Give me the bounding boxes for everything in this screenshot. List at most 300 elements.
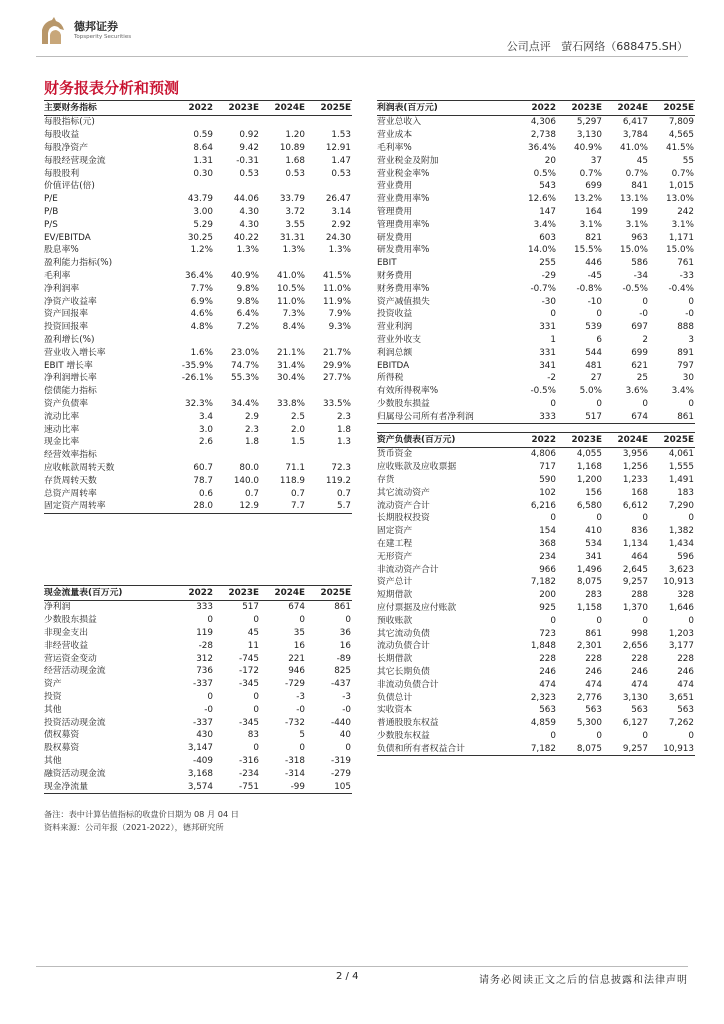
cell-value: 119 [196, 627, 213, 638]
table-row [44, 180, 352, 193]
cell-value: 4,859 [530, 718, 556, 729]
table-row [44, 334, 352, 347]
cell-value: 2.5 [291, 411, 305, 422]
row-label: 资产总计 [377, 577, 413, 588]
cell-value: 1.6% [190, 347, 213, 358]
table-row [377, 614, 695, 627]
cell-value: 15.0% [666, 245, 694, 256]
cell-value: 836 [631, 526, 648, 537]
row-label: 长期借款 [377, 654, 413, 665]
cell-value: 33.5% [323, 398, 351, 409]
cell-value: 0.6 [199, 488, 213, 499]
cell-value: -729 [285, 679, 305, 690]
cell-value: 0.7% [625, 168, 648, 179]
table-row [377, 282, 695, 295]
cell-value: 1.3% [328, 245, 351, 256]
row-label: 财务费用率% [377, 283, 430, 294]
cell-value: 1.68 [285, 155, 305, 166]
cell-value: 1.3% [282, 245, 305, 256]
cell-value: 55 [682, 155, 694, 166]
cell-value: 3.55 [285, 219, 305, 230]
table-row [377, 717, 695, 730]
row-label: 投资收益 [377, 309, 413, 320]
cell-value: 5.29 [193, 219, 213, 230]
cell-value: 544 [585, 347, 602, 358]
cell-value: 761 [677, 258, 694, 269]
cell-value: 30.25 [187, 232, 213, 243]
cell-value: 1,158 [576, 602, 602, 613]
row-label: 经营活动现金流 [44, 666, 106, 677]
table-row [377, 742, 695, 755]
table-row [377, 589, 695, 602]
cell-value: 825 [334, 666, 351, 677]
cell-value: 1,200 [576, 474, 602, 485]
table-row [377, 653, 695, 666]
row-label: 短期借款 [377, 590, 413, 601]
year-header: 2024E [603, 101, 649, 116]
row-label: 速动比率 [44, 424, 80, 435]
cell-value: 29.9% [323, 360, 351, 371]
cell-value: 40.9% [231, 270, 259, 281]
cell-value: 8.4% [282, 322, 305, 333]
row-label: 债权募资 [44, 730, 80, 741]
cell-value: 563 [677, 705, 694, 716]
cell-value [260, 385, 306, 398]
cell-value: 6,127 [622, 718, 648, 729]
cell-value: 1,203 [668, 628, 694, 639]
row-label: 非流动负债合计 [377, 679, 439, 690]
table-row [377, 244, 695, 257]
row-label: 非现金支出 [44, 627, 88, 638]
row-label: 盈利增长(%) [44, 334, 95, 345]
report-type: 公司点评 [506, 40, 551, 53]
cell-value [168, 116, 214, 129]
balance-sheet-table [377, 432, 695, 756]
cell-value: 723 [539, 628, 556, 639]
row-label: 营业外收支 [377, 334, 421, 345]
company-name: 萤石网络（688475.SH） [561, 40, 688, 53]
income-statement-table [377, 100, 695, 424]
table-row [44, 142, 352, 155]
cell-value: -0.5% [622, 283, 648, 294]
cell-value: 464 [631, 551, 648, 562]
table-row [44, 308, 352, 321]
cell-value: 0 [550, 730, 556, 741]
cell-value: -751 [214, 780, 260, 793]
cell-value: 21.1% [277, 347, 305, 358]
cell-value [168, 449, 214, 462]
cell-value: 5.7 [306, 500, 352, 513]
table-row [377, 154, 695, 167]
cell-value: 2,301 [576, 641, 602, 652]
cell-value: 4,061 [668, 449, 694, 460]
cell-value: 10,913 [649, 742, 695, 755]
cell-value: 0 [299, 743, 305, 754]
cell-value: -28 [198, 640, 213, 651]
table-row [44, 474, 352, 487]
cell-value: 1,434 [668, 538, 694, 549]
table-row [44, 652, 352, 665]
row-label: 股息率% [44, 245, 79, 256]
cell-value: 0.53 [285, 168, 305, 179]
cell-value: -0.7% [530, 283, 556, 294]
cell-value: -0.31 [236, 155, 259, 166]
cell-value [260, 257, 306, 270]
cell-value: 0.7 [245, 488, 259, 499]
cell-value: 312 [196, 653, 213, 664]
row-label: 其它流动负债 [377, 628, 430, 639]
cell-value [306, 257, 352, 270]
row-label: 股权募资 [44, 743, 80, 754]
cell-value: 283 [585, 590, 602, 601]
table-row [377, 129, 695, 142]
cell-value: 3,623 [668, 564, 694, 575]
table-row [44, 716, 352, 729]
cell-value: 246 [631, 666, 648, 677]
row-label: 负债总计 [377, 692, 413, 703]
cell-value: -337 [193, 717, 213, 728]
cell-value [260, 334, 306, 347]
cell-value: -0.4% [668, 283, 694, 294]
cell-value [306, 385, 352, 398]
table-row [44, 639, 352, 652]
cell-value: 11.9% [323, 296, 351, 307]
table-row [44, 487, 352, 500]
cell-value: 474 [631, 679, 648, 690]
row-label: 净利润率 [44, 283, 80, 294]
row-label: 每股经营现金流 [44, 155, 106, 166]
year-header: 2024E [260, 101, 306, 116]
cell-value: 963 [631, 232, 648, 243]
row-label: 每股净资产 [44, 142, 88, 153]
cell-value: -172 [239, 666, 259, 677]
cell-value: -0 [342, 704, 351, 715]
cell-value: 2.6 [199, 437, 213, 448]
cell-value: 4,565 [668, 130, 694, 141]
cell-value: 60.7 [193, 462, 213, 473]
table-row [377, 193, 695, 206]
cell-value: 3,168 [187, 768, 213, 779]
cell-value: 0 [253, 704, 259, 715]
row-label: 有效所得税率% [377, 386, 439, 397]
cell-value: 2.3 [245, 424, 259, 435]
cell-value: 1.3 [337, 437, 351, 448]
table-row [377, 678, 695, 691]
cell-value: 7,182 [530, 577, 556, 588]
cell-value: 13.2% [574, 194, 602, 205]
section-title: 财务报表分析和预测 [44, 79, 180, 97]
row-label: 流动资产合计 [377, 500, 430, 511]
row-label: 营业费用率% [377, 194, 430, 205]
cell-value [214, 449, 260, 462]
cell-value [260, 180, 306, 193]
row-label: 其它流动资产 [377, 487, 430, 498]
cell-value: 6 [596, 334, 602, 345]
cell-value: 5 [299, 730, 305, 741]
cell-value: 7.2% [236, 322, 259, 333]
cell-value: 0 [550, 309, 556, 320]
row-label: 净资产收益率 [44, 296, 97, 307]
cell-value: 23.0% [231, 347, 259, 358]
cell-value: 699 [585, 181, 602, 192]
cell-value: 9.8% [236, 296, 259, 307]
cell-value: 966 [539, 564, 556, 575]
cell-value: 3,651 [668, 692, 694, 703]
table-row [377, 474, 695, 487]
cell-value: 998 [631, 628, 648, 639]
cell-value: 41.0% [620, 142, 648, 153]
table-row [377, 231, 695, 244]
cell-value: 41.0% [277, 270, 305, 281]
row-label: 融资活动现金流 [44, 768, 106, 779]
cell-value: 27.7% [323, 373, 351, 384]
cell-value: 891 [677, 347, 694, 358]
year-header: 2023E [214, 101, 260, 116]
cell-value: 586 [631, 258, 648, 269]
cell-value: 10,913 [663, 577, 694, 588]
cell-value: 72.3 [331, 462, 351, 473]
cell-value: 228 [677, 654, 694, 665]
cell-value: 1.47 [331, 155, 351, 166]
cell-value: 147 [539, 206, 556, 217]
cell-value: 697 [631, 322, 648, 333]
cell-value: -345 [239, 717, 259, 728]
cell-value: 4.6% [190, 309, 213, 320]
table-row [44, 116, 352, 129]
cell-value: 1.53 [331, 130, 351, 141]
table-row [44, 218, 352, 231]
cell-value: 0.7 [291, 488, 305, 499]
cell-value: 4,055 [576, 449, 602, 460]
table-row [44, 282, 352, 295]
row-label: 利润总额 [377, 347, 413, 358]
cell-value: 563 [539, 705, 556, 716]
cell-value: -29 [541, 270, 556, 281]
page-footer [36, 966, 688, 997]
cell-value: 4,306 [530, 117, 556, 128]
table-row [377, 410, 695, 423]
cell-value [214, 180, 260, 193]
cell-value: 45 [636, 155, 648, 166]
cell-value: 3,177 [668, 641, 694, 652]
cell-value [306, 334, 352, 347]
cell-value: 80.0 [239, 462, 259, 473]
cell-value: 31.31 [279, 232, 305, 243]
cell-value: 183 [677, 487, 694, 498]
table-title: 利润表(百万元) [377, 101, 511, 116]
table-row [44, 193, 352, 206]
table-row [377, 666, 695, 679]
cell-value: 0.7 [337, 488, 351, 499]
cell-value: 0.92 [239, 130, 259, 141]
cell-value: 14.0% [528, 245, 556, 256]
cell-value: 246 [585, 666, 602, 677]
cell-value: 20 [544, 155, 556, 166]
cell-value: 7,182 [511, 742, 557, 755]
key-metrics-table [44, 100, 352, 514]
table-title: 资产负债表(百万元) [377, 433, 511, 448]
cell-value: -3 [342, 691, 351, 702]
cell-value: -0 [639, 309, 648, 320]
cell-value: 246 [677, 666, 694, 677]
cell-value: 74.7% [231, 360, 259, 371]
cell-value: 3.4% [671, 386, 694, 397]
cell-value: 7.9% [328, 309, 351, 320]
row-label: 货币资金 [377, 449, 413, 460]
cell-value: 341 [585, 551, 602, 562]
cell-value: 797 [677, 360, 694, 371]
cell-value: 26.47 [325, 194, 351, 205]
cell-value: 368 [539, 538, 556, 549]
cell-value: 44.06 [233, 194, 259, 205]
logo-mark-icon [40, 16, 66, 46]
cell-value: 517 [557, 410, 603, 423]
cell-value: 3,784 [622, 130, 648, 141]
table-row [44, 665, 352, 678]
row-label: 营运资金变动 [44, 653, 97, 664]
row-label: 研发费用 [377, 232, 413, 243]
row-label: 研发费用率% [377, 245, 430, 256]
cell-value: 331 [539, 347, 556, 358]
row-label: 每股指标(元) [44, 117, 95, 128]
cell-value: -409 [193, 755, 213, 766]
table-title: 现金流量表(百万元) [44, 586, 168, 601]
cell-value: -337 [193, 679, 213, 690]
cell-value: 30.4% [277, 373, 305, 384]
cell-value: 4,806 [530, 449, 556, 460]
cell-value: 603 [539, 232, 556, 243]
year-header: 2025E [306, 101, 352, 116]
table-row [377, 486, 695, 499]
cell-value: 0 [299, 615, 305, 626]
row-label: 无形资产 [377, 551, 413, 562]
cell-value: 27 [590, 373, 602, 384]
cell-value: 2.3 [337, 411, 351, 422]
cell-value: -99 [260, 780, 306, 793]
cell-value: 156 [585, 487, 602, 498]
table-row [377, 218, 695, 231]
row-label: 少数股东损益 [377, 398, 430, 409]
cell-value: 3.14 [331, 206, 351, 217]
cell-value: 0 [642, 513, 648, 524]
cell-value: 37 [590, 155, 602, 166]
cell-value: 5.0% [579, 386, 602, 397]
cell-value: 13.1% [620, 194, 648, 205]
year-header: 2022 [168, 101, 214, 116]
cell-value: 36.4% [528, 142, 556, 153]
cell-value: 7,262 [668, 718, 694, 729]
cell-value: 41.5% [323, 270, 351, 281]
row-label: 固定资产 [377, 526, 413, 537]
cell-value: 7,290 [668, 500, 694, 511]
page-number: 2 / 4 [336, 971, 359, 982]
row-label: 其它长期负债 [377, 666, 430, 677]
cell-value [214, 385, 260, 398]
cell-value: 1,168 [576, 462, 602, 473]
cell-value: 35 [293, 627, 305, 638]
cell-value: 11.0% [323, 283, 351, 294]
cell-value: 25 [636, 373, 648, 384]
row-label: 管理费用 [377, 206, 413, 217]
row-label: 预收账款 [377, 615, 413, 626]
table-header-row [44, 586, 352, 601]
cell-value: 1.2% [190, 245, 213, 256]
cell-value: 4.8% [190, 322, 213, 333]
cell-value: 3.0 [199, 424, 213, 435]
cell-value: 33.8% [277, 398, 305, 409]
cell-value [168, 257, 214, 270]
cell-value: 71.1 [285, 462, 305, 473]
cell-value: 118.9 [279, 475, 305, 486]
cell-value: 0.7% [579, 168, 602, 179]
table-row [44, 691, 352, 704]
table-row [377, 499, 695, 512]
cell-value: 333 [196, 602, 213, 613]
table-row [44, 436, 352, 449]
cell-value: 221 [288, 653, 305, 664]
cell-value: 0 [253, 691, 259, 702]
cell-value: 861 [649, 410, 695, 423]
cell-value [214, 334, 260, 347]
cell-value: 0 [207, 691, 213, 702]
cell-value: -3 [296, 691, 305, 702]
row-label: 流动比率 [44, 411, 80, 422]
cell-value: 2,645 [622, 564, 648, 575]
cell-value: 1,256 [622, 462, 648, 473]
cell-value: 83 [247, 730, 259, 741]
table-row [44, 244, 352, 257]
cell-value: 0 [207, 615, 213, 626]
table-header-row [44, 101, 352, 116]
cell-value: 0 [253, 615, 259, 626]
table-title: 主要财务指标 [44, 101, 168, 116]
cell-value: 3.4 [199, 411, 213, 422]
cell-value: 3.1% [671, 219, 694, 230]
year-header: 2023E [557, 433, 603, 448]
cell-value: 32.3% [185, 398, 213, 409]
cell-value: 234 [539, 551, 556, 562]
row-label: 盈利能力指标(%) [44, 258, 113, 269]
cell-value: 2,656 [622, 641, 648, 652]
cell-value: -314 [285, 768, 305, 779]
cell-value: -319 [331, 755, 351, 766]
cell-value: 55.3% [231, 373, 259, 384]
cell-value: 0 [596, 309, 602, 320]
table-row [377, 602, 695, 615]
cell-value: 674 [288, 602, 305, 613]
cell-value [306, 116, 352, 129]
note-data-source: 资料来源：公司年报（2021-2022），德邦研究所 [44, 822, 224, 832]
year-header: 2024E [603, 433, 649, 448]
row-label: 营业费用 [377, 181, 413, 192]
cell-value: 15.0% [620, 245, 648, 256]
row-label: 非流动资产合计 [377, 564, 439, 575]
row-label: 应收帐款周转天数 [44, 462, 115, 473]
cell-value: 1.20 [285, 130, 305, 141]
table-row [377, 448, 695, 461]
cell-value: 12.9 [214, 500, 260, 513]
cell-value: 11 [247, 640, 259, 651]
cell-value: 200 [539, 590, 556, 601]
row-label: 价值评估(倍) [44, 181, 95, 192]
cell-value: 140.0 [233, 475, 259, 486]
row-label: 投资 [44, 691, 62, 702]
cell-value: 199 [631, 206, 648, 217]
row-label: 营业成本 [377, 130, 413, 141]
table-row [44, 614, 352, 627]
table-header-row [377, 101, 695, 116]
table-row [377, 563, 695, 576]
